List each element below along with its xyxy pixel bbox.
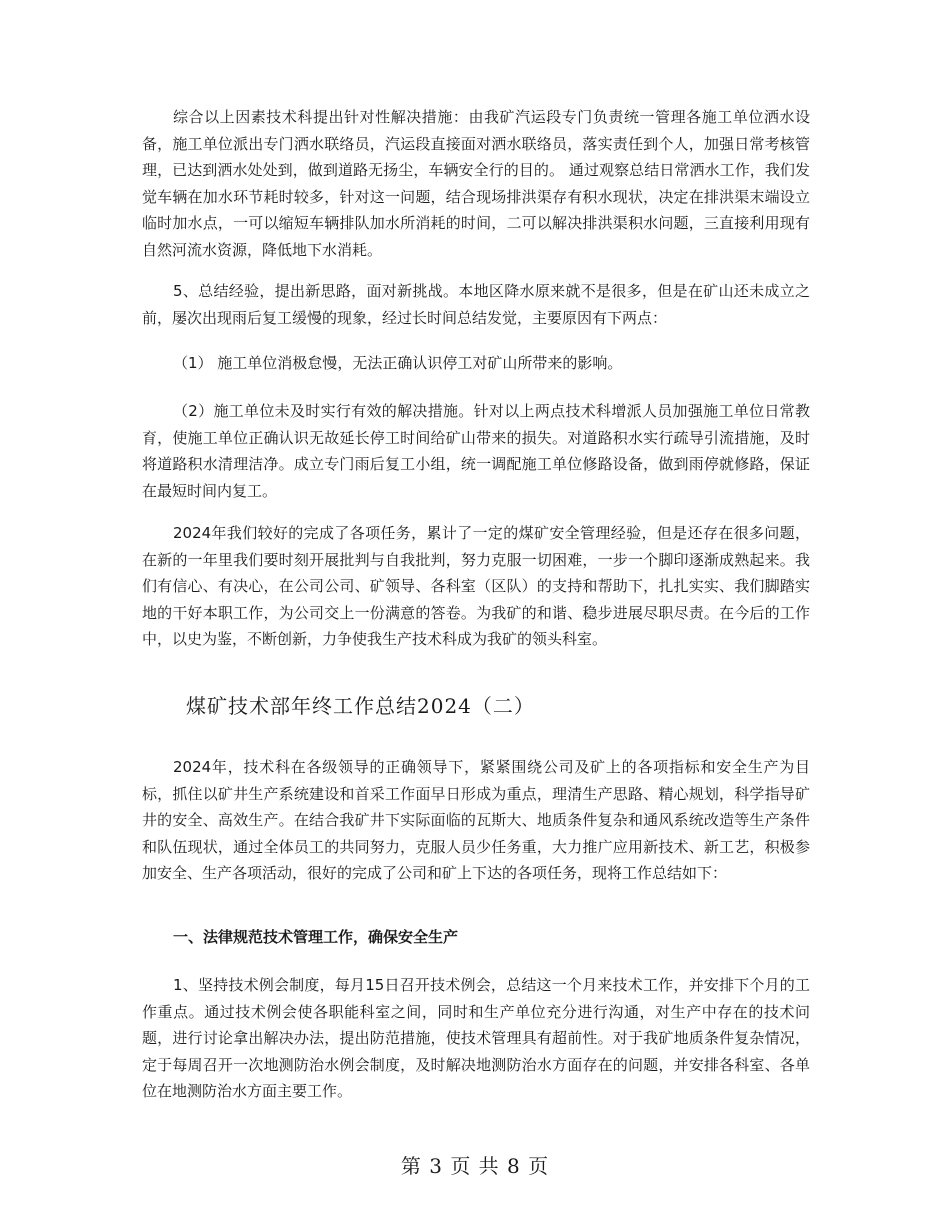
paragraph-year-conclusion: 2024年我们较好的完成了各项任务，累计了一定的煤矿安全管理经验，但是还存在很多问题，在新的一年里我们要时刻开展批判与自我批判，努力克服一切困难，一步一个脚印逐渐成熟起来。我们有信心、有决心，在公司公司、矿领导、各科室（区队）的支持和帮助下，扎扎实实、我们脚踏实地的干好本职工作，为公司交上一份满意的答卷。为我矿的和谐、稳步进展尽职尽责。在今后的工作中，以史为鉴，不断创新，力争使我生产技术科成为我矿的领头科室。 bbox=[142, 524, 810, 648]
section-heading: 煤矿技术部年终工作总结2024（二） bbox=[186, 694, 535, 718]
paragraph-summary-experience: 5、总结经验，提出新思路，面对新挑战。本地区降水原来就不是很多，但是在矿山还未成立之前，屡次出现雨后复工缓慢的现象，经过长时间总结发觉，主要原因有下两点： bbox=[142, 282, 810, 327]
paragraph-section2-intro: 2024年，技术科在各级领导的正确领导下，紧紧围绕公司及矿上的各项指标和安全生产为目标，抓住以矿井生产系统建设和首采工作面早日形成为重点，理清生产思路、精心规划，科学指导矿井的安全、高效生产。在结合我矿井下实际面临的瓦斯大、地质条件复杂和通风系统改造等生产条件和队伍现状，通过全体员工的共同努力，克服人员少任务重，大力推广应用新技术、新工艺，积极参加安全、生产各项活动，很好的完成了公司和矿上下达的各项任务，现将工作总结如下： bbox=[142, 758, 810, 882]
paragraph-technical-meeting: 1、坚持技术例会制度，每月15日召开技术例会，总结这一个月来技术工作，并安排下个月的工作重点。通过技术例会使各职能科室之间，同时和生产单位充分进行沟通，对生产中存在的技术问题，进行讨论拿出解决办法，提出防范措施，使技术管理具有超前性。对于我矿地质条件复杂情况，定于每周召开一次地测防治水例会制度，及时解决地测防治水方面存在的问题，并安排各科室、各单位在地测防治水方面主要工作。 bbox=[142, 976, 810, 1100]
paragraph-reason-2: （2）施工单位未及时实行有效的解决措施。针对以上两点技术科增派人员加强施工单位日常教育，使施工单位正确认识无故延长停工时间给矿山带来的损失。对道路积水实行疏导引流措施，及时将道路积水清理洁净。成立专门雨后复工小组，统一调配施工单位修路设备，做到雨停就修路，保证在最短时间内复工。 bbox=[142, 402, 810, 500]
subheading-technical-management: 一、法律规范技术管理工作，确保安全生产 bbox=[173, 928, 459, 946]
paragraph-sprinkling-measures: 综合以上因素技术科提出针对性解决措施：由我矿汽运段专门负责统一管理各施工单位洒水设备，施工单位派出专门洒水联络员，汽运段直接面对洒水联络员，落实责任到个人，加强日常考核管理，已达到洒水处处到，做到道路无扬尘，车辆安全行的目的。 通过观察总结日常洒水工作，我们发觉车辆在加水环节耗时较多，针对这一问题，结合现场排洪渠存有积水现状，决定在排洪渠末端设立临时加水点，一可以缩短车辆排队加水所消耗的时间，二可以解决排洪渠积水问题，三直接利用现有自然河流水资源，降低地下水消耗。 bbox=[142, 108, 810, 259]
paragraph-reason-1: （1） 施工单位消极怠慢，无法正确认识停工对矿山所带来的影响。 bbox=[173, 354, 623, 372]
page-number-footer: 第 3 页 共 8 页 bbox=[400, 1154, 550, 1178]
